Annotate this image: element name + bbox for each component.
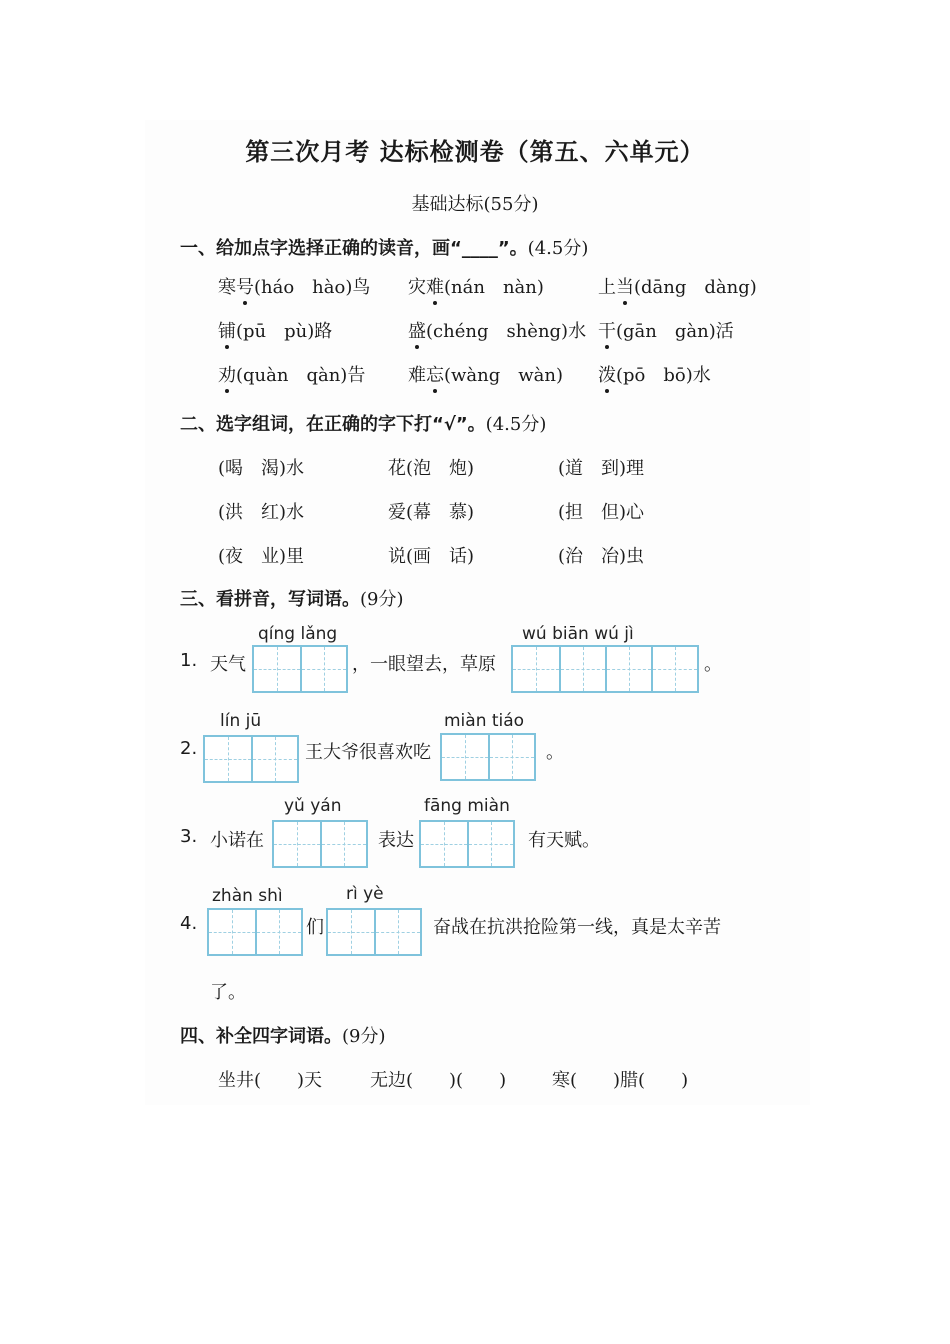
q4-text-3: 了。 [210, 982, 246, 1003]
q2-text-1: 王大爷很喜欢吃 [305, 742, 431, 763]
q4-text-1: 们 [306, 917, 324, 938]
q1-text-3: 。 [704, 654, 722, 675]
q1-text-1: 天气 [210, 654, 246, 675]
q1-number: 1. [180, 650, 198, 671]
s2-item-1: (喝 渴)水 [218, 458, 305, 479]
paper-sheet [145, 120, 810, 1105]
q4-pinyin-1: zhàn shì [212, 886, 283, 906]
q4-write-box-2[interactable] [326, 908, 422, 956]
section4-heading [180, 1022, 386, 1048]
section3-instruction: 看拼音，写词语。 [216, 589, 360, 610]
q1-write-box-1[interactable] [252, 645, 348, 693]
s1-item-2: 灾难(nán nàn) [408, 277, 544, 298]
section2-heading [180, 410, 546, 436]
q3-text-2: 表达 [378, 830, 414, 851]
section1-instruction: 给加点字选择正确的读音，画“____”。 [216, 238, 528, 259]
section3-score: (9分) [360, 589, 404, 610]
q1-text-2: ，一眼望去，草原 [352, 654, 496, 675]
s1-item-3: 上当(dāng dàng) [598, 277, 757, 298]
s2-item-4: (洪 红)水 [218, 502, 305, 523]
s1-item-8: 难忘(wàng wàn) [408, 365, 564, 386]
section1-number: 一、 [180, 238, 216, 259]
section2-instruction: 选字组词，在正确的字下打“√”。 [216, 414, 486, 435]
section2-score: (4.5分) [485, 414, 547, 435]
section1-score: (4.5分) [527, 238, 589, 259]
q2-pinyin-2: miàn tiáo [444, 711, 525, 731]
q2-write-box-1[interactable] [203, 735, 299, 783]
q3-write-box-1[interactable] [272, 820, 368, 868]
s4-item-2: 无边( )( ) [370, 1070, 507, 1091]
q3-number: 3. [180, 826, 198, 847]
q1-pinyin-1: qíng lǎng [258, 624, 338, 644]
q2-write-box-2[interactable] [440, 733, 536, 781]
s2-item-9: (治 冶)虫 [558, 546, 645, 567]
s4-item-3: 寒( )腊( ) [552, 1070, 689, 1091]
section4-number: 四、 [180, 1026, 216, 1047]
page-subtitle: 基础达标(55分) [411, 194, 539, 215]
section3-number: 三、 [180, 589, 216, 610]
section4-score: (9分) [342, 1026, 386, 1047]
s1-item-5: 盛(chéng shèng)水 [408, 321, 587, 342]
q2-number: 2. [180, 738, 198, 759]
q3-text-1: 小诺在 [210, 830, 264, 851]
section4-instruction: 补全四字词语。 [216, 1026, 342, 1047]
q4-write-box-1[interactable] [207, 908, 303, 956]
q4-number: 4. [180, 913, 198, 934]
s2-item-5: 爱(幕 慕) [388, 502, 475, 523]
s2-item-7: (夜 业)里 [218, 546, 305, 567]
s1-item-4: 铺(pū pù)路 [218, 321, 333, 342]
s2-item-8: 说(画 话) [388, 546, 475, 567]
section3-heading [180, 585, 404, 611]
q4-text-2: 奋战在抗洪抢险第一线，真是太辛苦 [433, 917, 721, 938]
s2-item-3: (道 到)理 [558, 458, 645, 479]
section2-number: 二、 [180, 414, 216, 435]
q3-write-box-2[interactable] [419, 820, 515, 868]
q3-text-3: 有天赋。 [528, 830, 600, 851]
q2-text-2: 。 [546, 742, 564, 763]
q4-pinyin-2: rì yè [346, 884, 384, 904]
q2-pinyin-1: lín jū [220, 711, 262, 731]
s1-item-7: 劝(quàn qàn)告 [218, 365, 366, 386]
s2-item-6: (担 但)心 [558, 502, 645, 523]
section1-heading [180, 234, 588, 260]
q1-pinyin-2: wú biān wú jì [522, 624, 634, 644]
s2-item-2: 花(泡 炮) [388, 458, 475, 479]
s1-item-1: 寒号(háo hào)鸟 [218, 277, 371, 298]
s1-item-9: 泼(pō bō)水 [598, 365, 711, 386]
q3-pinyin-2: fāng miàn [424, 796, 510, 816]
q1-write-box-2[interactable] [511, 645, 699, 693]
page-title: 第三次月考 达标检测卷（第五、六单元） [245, 138, 705, 166]
q3-pinyin-1: yǔ yán [284, 796, 342, 816]
s1-item-6: 干(gān gàn)活 [598, 321, 734, 342]
s4-item-1: 坐井( )天 [218, 1070, 323, 1091]
